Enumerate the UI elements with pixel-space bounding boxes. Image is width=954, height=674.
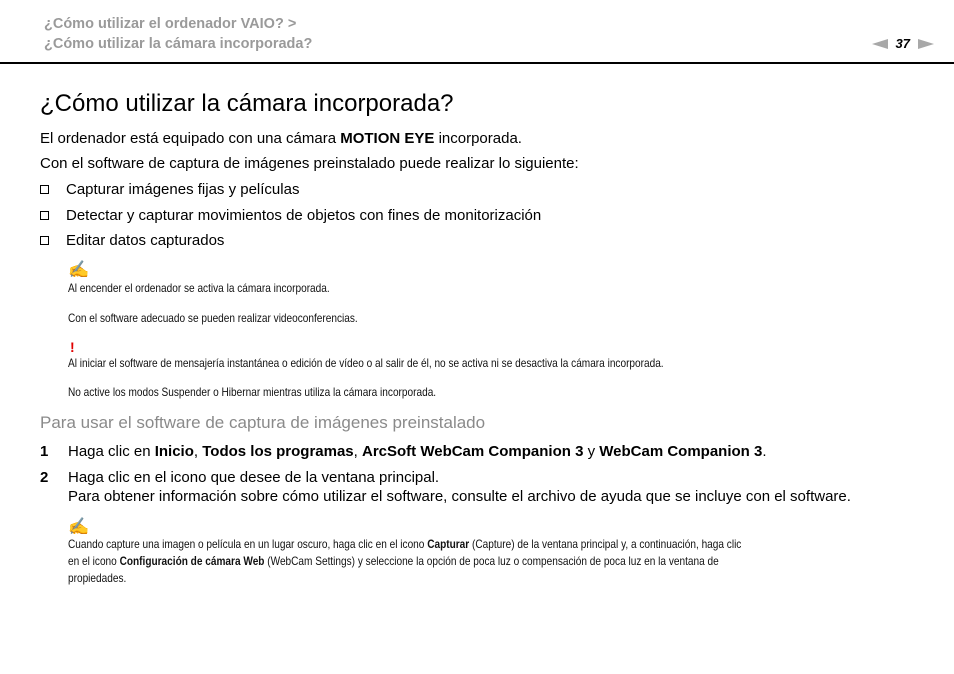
- note-text-part: en el icono: [68, 554, 120, 568]
- warning-text: No active los modos Suspender o Hibernar mientras utiliza la cámara incorporada.: [68, 385, 437, 399]
- menu-item-webcam-companion: WebCam Companion 3: [599, 443, 763, 460]
- menu-item-arcsoft: ArcSoft WebCam Companion 3: [362, 443, 584, 460]
- note-line: [68, 536, 908, 553]
- section-heading: Para usar el software de captura de imágenes preinstalado: [40, 413, 486, 432]
- list-item-text: Detectar y capturar movimientos de objetos con fines de monitorización: [66, 207, 542, 224]
- menu-item-all-programs: Todos los programas: [202, 443, 354, 460]
- step-text: Para obtener información sobre cómo utilizar el software, consulte el archivo de ayuda que se incluye con el software.: [68, 488, 851, 505]
- warning-text: Al iniciar el software de mensajería instantánea o edición de vídeo o al salir de él, no se activa ni se desactiva la cámara incorporada.: [68, 356, 664, 370]
- previous-page-arrow-icon[interactable]: [872, 39, 888, 49]
- header-divider: [0, 62, 954, 64]
- step-text-part: ,: [193, 443, 203, 460]
- step-number: 1: [40, 443, 49, 460]
- intro-text: El ordenador está equipado con una cámara: [40, 130, 341, 147]
- list-item: [40, 232, 224, 249]
- warning-icon: !: [70, 339, 75, 355]
- breadcrumb-current: ¿Cómo utilizar la cámara incorporada?: [44, 36, 313, 52]
- list-item: [40, 181, 299, 198]
- list-item: [40, 207, 541, 224]
- list-item-text: Capturar imágenes fijas y películas: [66, 181, 300, 198]
- camera-name: MOTION EYE: [340, 130, 435, 147]
- intro-paragraph-2: Con el software de captura de imágenes preinstalado puede realizar lo siguiente:: [40, 155, 579, 172]
- capture-label: Capturar: [427, 537, 470, 551]
- note-text-part: Cuando capture una imagen o película en un lugar oscuro, haga clic en el icono: [68, 537, 428, 551]
- pencil-note-icon: ✍: [68, 517, 90, 536]
- step-text: [68, 443, 767, 460]
- note-text-part: (Capture) de la ventana principal y, a continuación, haga clic: [469, 537, 742, 551]
- breadcrumb-parent-link[interactable]: ¿Cómo utilizar el ordenador VAIO? >: [44, 16, 297, 32]
- checkbox-bullet-icon: [40, 236, 49, 245]
- page-navigation: [872, 36, 934, 51]
- note-line: [68, 570, 908, 587]
- next-page-arrow-icon[interactable]: [918, 39, 934, 49]
- step-text-part: ,: [353, 443, 362, 460]
- page-number: 37: [895, 36, 910, 51]
- intro-paragraph-1: [40, 130, 522, 147]
- step-text-part: .: [762, 443, 767, 460]
- note-text-block: [68, 536, 908, 587]
- note-text: [68, 536, 954, 587]
- intro-text: incorporada.: [434, 130, 522, 147]
- page-title: ¿Cómo utilizar la cámara incorporada?: [40, 90, 454, 117]
- step-text: Haga clic en el icono que desee de la ventana principal.: [68, 469, 440, 486]
- note-line: [68, 553, 908, 570]
- note-text-part: propiedades.: [68, 571, 127, 585]
- checkbox-bullet-icon: [40, 211, 49, 220]
- note-text: Al encender el ordenador se activa la cámara incorporada.: [68, 281, 330, 295]
- note-text: Con el software adecuado se pueden realizar videoconferencias.: [68, 311, 358, 325]
- list-item-text: Editar datos capturados: [66, 232, 225, 249]
- note-text-part: (WebCam Settings) y seleccione la opción de poca luz o compensación de poca luz en la ventana de: [264, 554, 719, 568]
- checkbox-bullet-icon: [40, 185, 49, 194]
- step-text-part: y: [583, 443, 600, 460]
- webcam-settings-label: Configuración de cámara Web: [119, 554, 265, 568]
- step-number: 2: [40, 469, 49, 486]
- menu-item-inicio: Inicio: [154, 443, 194, 460]
- pencil-note-icon: ✍: [68, 260, 90, 279]
- step-text-part: Haga clic en: [68, 443, 155, 460]
